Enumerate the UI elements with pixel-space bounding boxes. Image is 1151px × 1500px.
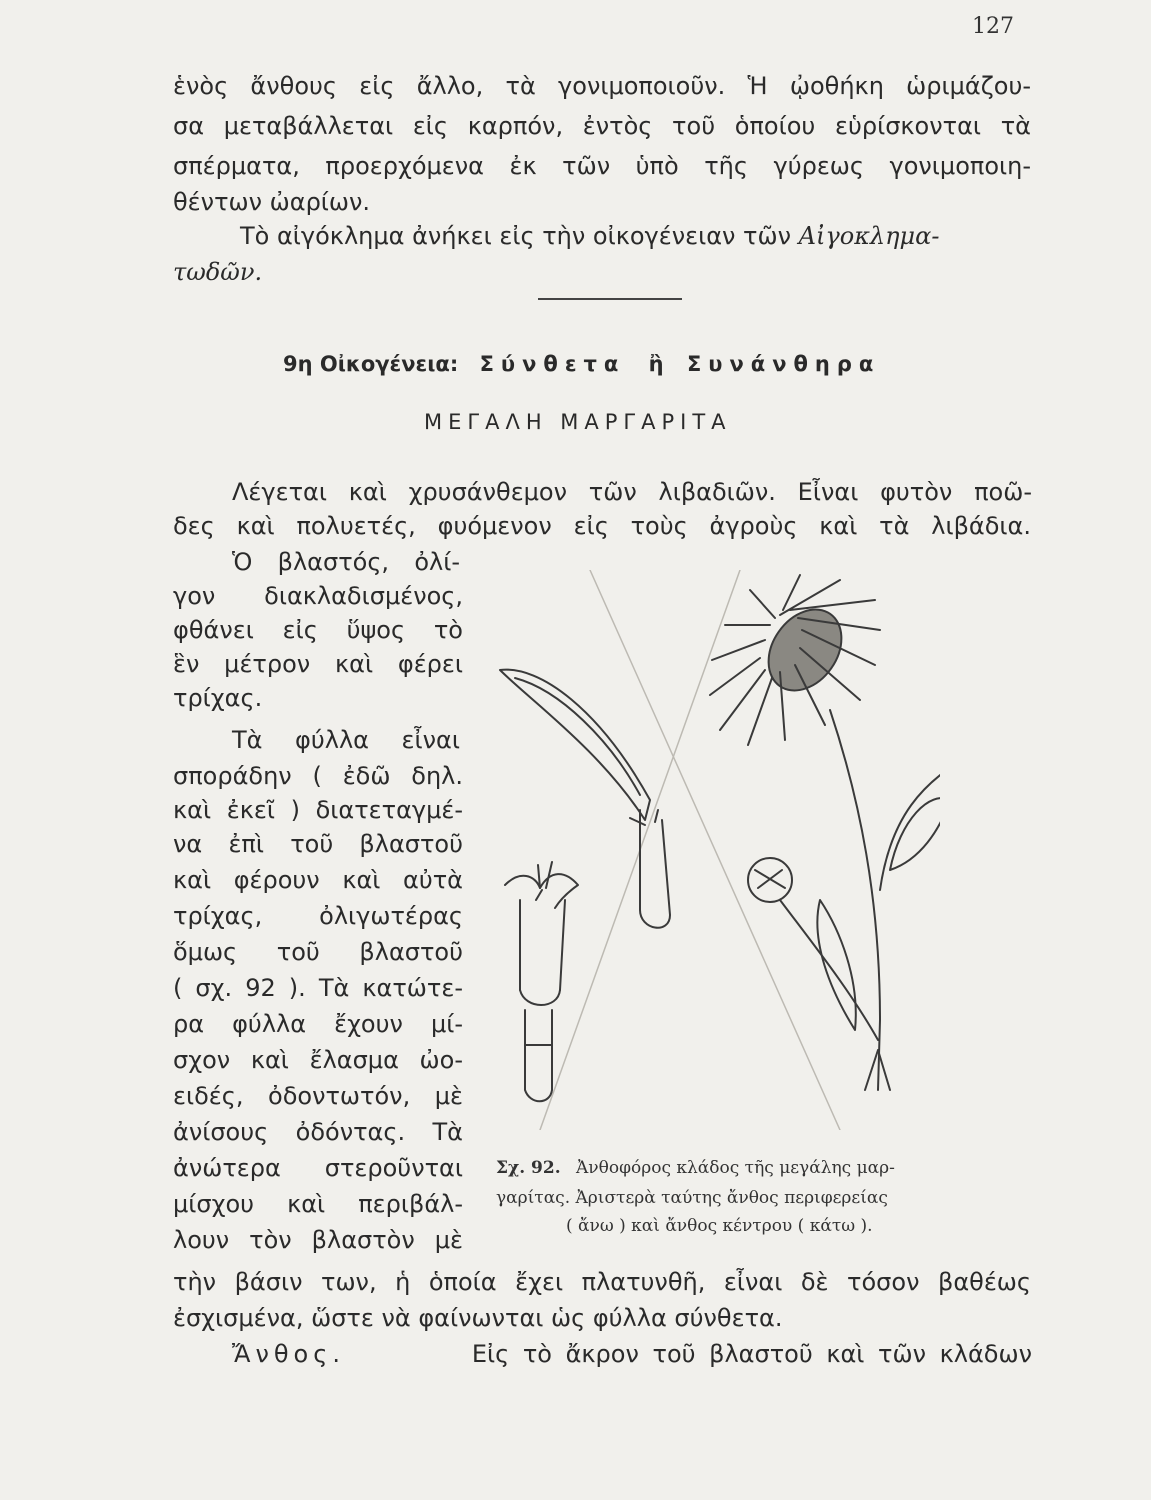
column-line: ἀνώτερα στεροῦνται [173,1154,463,1182]
figure-caption: Ἀνθοφόρος κλάδος τῆς μεγάλης μαρ- [576,1158,895,1178]
column-line: ἓν μέτρον καὶ φέρει [173,650,463,678]
column-line: καὶ ἐκεῖ ) διατεταγμέ- [173,796,463,824]
column-line: ἀνίσους ὀδόντας. Τὰ [173,1118,463,1146]
section-term: Ἄνθος. [232,1340,345,1368]
column-line: ὅμως τοῦ βλαστοῦ [173,938,463,966]
daisy-flower-head [710,575,880,745]
text-line: ἑνὸς ἄνθους εἰς ἄλλο, τὰ γονιμοποιοῦν. Ἡ ᾠοθήκη ὡριμάζου- [173,72,1031,100]
column-line: σποράδην ( ἐδῶ δηλ. [173,762,463,790]
family-name-italic: τωδῶν. [173,258,263,286]
column-line: τρίχας. [173,684,263,712]
column-line: λουν τὸν βλαστὸν μὲ [173,1226,463,1254]
column-line: ( σχ. 92 ). Τὰ κατώτε- [173,974,463,1002]
text-line: θέντων ὠαρίων. [173,188,371,216]
text-line-rest: Εἰς τὸ ἄκρον τοῦ βλαστοῦ καὶ τῶν κλάδων [471,1340,1032,1368]
family-number: 9η Οἰκογένεια [283,352,450,376]
leaf [817,900,855,1030]
main-stem [830,710,880,1090]
daisy-illustration [480,570,940,1130]
section-divider [538,298,682,300]
family-sentence-line [240,222,1030,250]
family-heading [283,352,943,376]
text-line: σα μεταβάλλεται εἰς καρπόν, ἐντὸς τοῦ ὁποίου εὑρίσκονται τὰ [173,112,1031,140]
text-line: τὴν βάσιν των, ἡ ὁποία ἔχει πλατυνθῆ, εἶναι δὲ τόσον βαθέως [173,1268,1031,1296]
page-number: 127 [972,14,1014,39]
figure-label: Σχ. 92. [496,1158,561,1178]
family-sentence: Τὸ αἰγόκλημα ἀνήκει εἰς τὴν οἰκογένειαν τῶν [240,222,792,250]
family-name-a: Σύνθετα [479,352,626,376]
column-line: γον διακλαδισμένος, [173,582,463,610]
column-line: να ἐπὶ τοῦ βλαστοῦ [173,830,463,858]
text-line: δες καὶ πολυετές, φυόμενον εἰς τοὺς ἀγροὺς καὶ τὰ λιβάδια. [173,512,1031,540]
column-line: ρα φύλλα ἔχουν μί- [173,1010,463,1038]
branch-stem [780,900,878,1040]
heading-conjunction: ἢ [648,352,664,376]
text-line: ἐσχισμένα, ὥστε νὰ φαίνωνται ὡς φύλλα σύνθετα. [173,1304,783,1332]
leaf [890,798,940,870]
figure-caption: ( ἄνω ) καὶ ἄνθος κέντρου ( κάτω ). [566,1216,873,1236]
column-line: σχον καὶ ἔλασμα ὠο- [173,1046,463,1074]
final-line [232,1340,1032,1368]
heading-separator: : [449,352,459,376]
family-name-b: Συνάνθηρα [686,352,881,376]
figure-caption-line [496,1158,895,1178]
column-line: ειδές, ὀδοντωτόν, μὲ [173,1082,463,1110]
column-line: τρίχας, ὀλιγωτέρας [173,902,463,930]
plant-title: ΜΕΓΑΛΗ ΜΑΡΓΑΡΙΤΑ [424,410,732,434]
text-line: σπέρματα, προερχόμενα ἐκ τῶν ὑπὸ τῆς γύρεως γονιμοποιη- [173,152,1031,180]
family-name-italic: Αἰγοκλημα- [798,222,940,250]
column-line: Τὰ φύλλα εἶναι [232,726,460,754]
column-line: Ὁ βλαστός, ὀλί- [232,548,460,576]
ray-floret-drawing [500,670,670,928]
text-line: Λέγεται καὶ χρυσάνθεμον τῶν λιβαδιῶν. Εἶναι φυτὸν ποῶ- [232,478,1032,506]
disk-floret-drawing [505,862,578,1101]
column-line: μίσχου καὶ περιβάλ- [173,1190,463,1218]
column-line: καὶ φέρουν καὶ αὐτὰ [173,866,463,894]
column-line: φθάνει εἰς ὕψος τὸ [173,616,463,644]
figure-caption: γαρίτας. Ἀριστερὰ ταύτης ἄνθος περιφερείας [496,1188,888,1208]
